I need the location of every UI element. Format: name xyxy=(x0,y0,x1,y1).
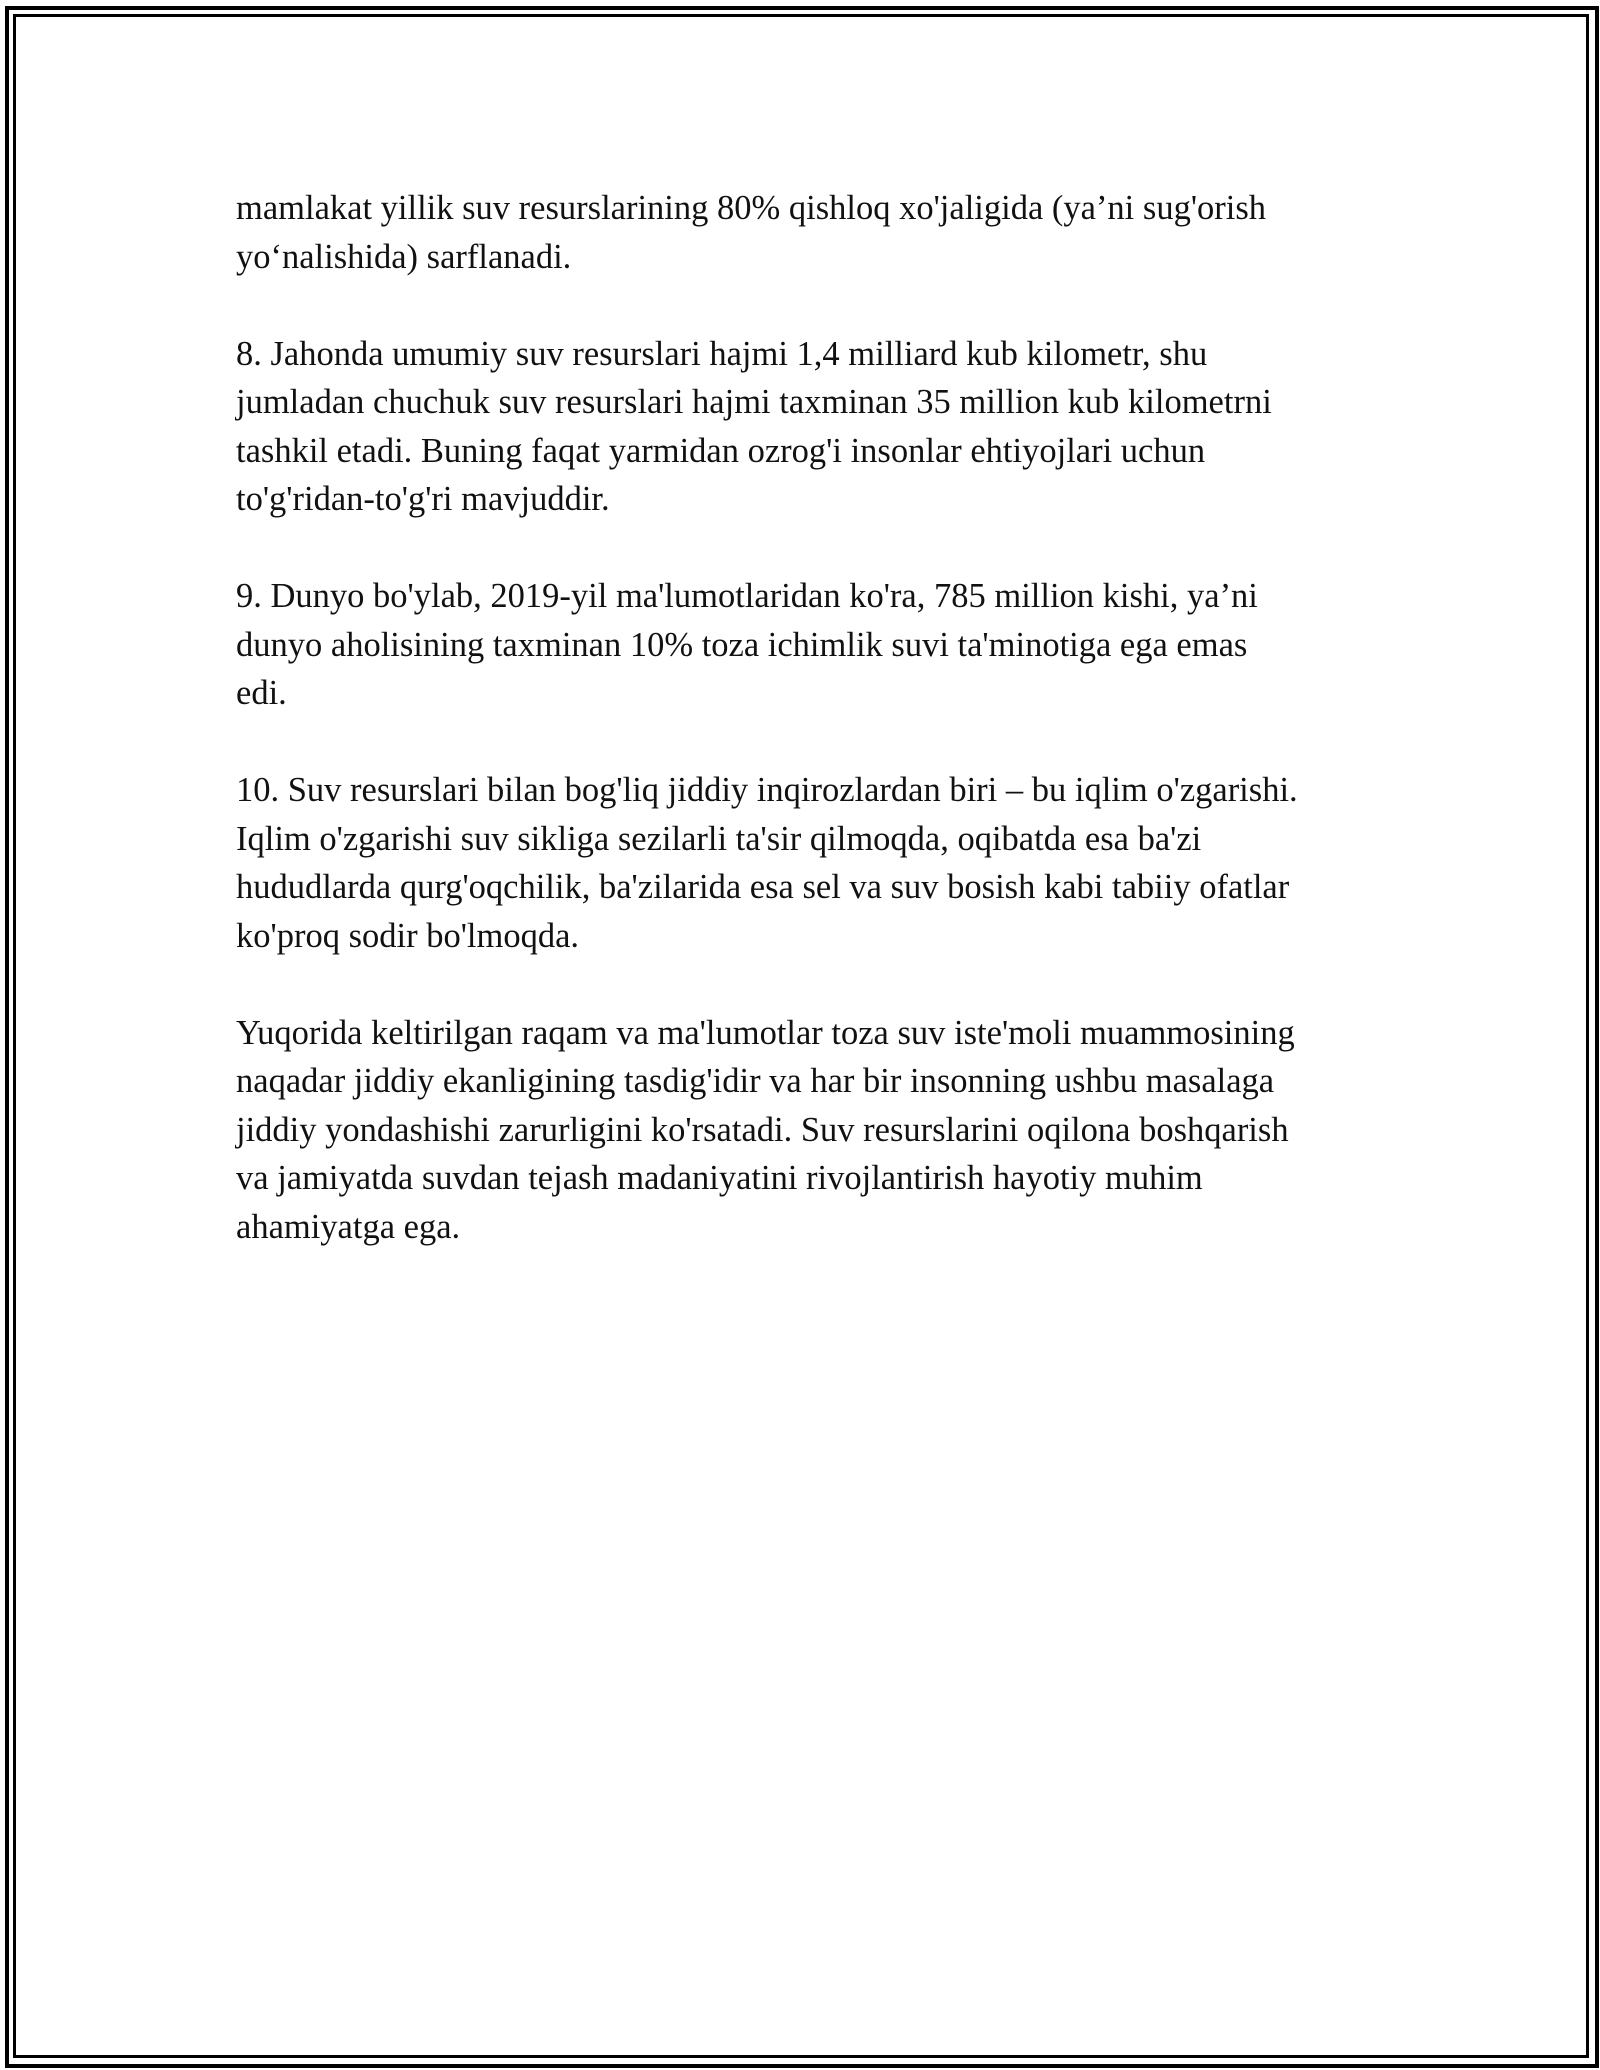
paragraph-item-9: 9. Dunyo bo'ylab, 2019-yil ma'lumotlaridan ko'ra, 785 million kishi, ya’ni dunyo aholisining taxminan 10% toza ichimlik suvi ta'minotiga ega emas edi. xyxy=(236,577,1258,712)
paragraph-continuation: mamlakat yillik suv resurslarining 80% qishloq xo'jaligida (ya’ni sug'orish yo‘nalishida) sarflanadi. xyxy=(236,189,1267,276)
paragraph-item-10: 10. Suv resurslari bilan bog'liq jiddiy inqirozlardan biri – bu iqlim o'zgarishi. Iqlim o'zgarishi suv sikliga sezilarli ta'sir qilmoqda, oqibatda esa ba'zi hududlarda qurg'oqchilik, ba'zilarida esa sel va suv bosish kabi tabiiy ofatlar ko'proq sodir bo'lmoqda. xyxy=(236,771,1298,955)
document-body xyxy=(236,184,1376,1251)
paragraph-conclusion: Yuqorida keltirilgan raqam va ma'lumotlar toza suv iste'moli muammosining naqadar jiddiy ekanligining tasdig'idir va har bir insonning ushbu masalaga jiddiy yondashishi zarurligini ko'rsatadi. Suv resurslarini oqilona boshqarish va jamiyatda suvdan tejash madaniyatini rivojlantirish hayotiy muhim ahamiyatga ega. xyxy=(236,1013,1295,1246)
paragraph-item-8: 8. Jahonda umumiy suv resurslari hajmi 1,4 milliard kub kilometr, shu jumladan chuchuk suv resurslari hajmi taxminan 35 million kub kilometrni tashkil etadi. Buning faqat yarmidan ozrog'i insonlar ehtiyojlari uchun to'g'ridan-to'g'ri mavjuddir. xyxy=(236,334,1272,518)
